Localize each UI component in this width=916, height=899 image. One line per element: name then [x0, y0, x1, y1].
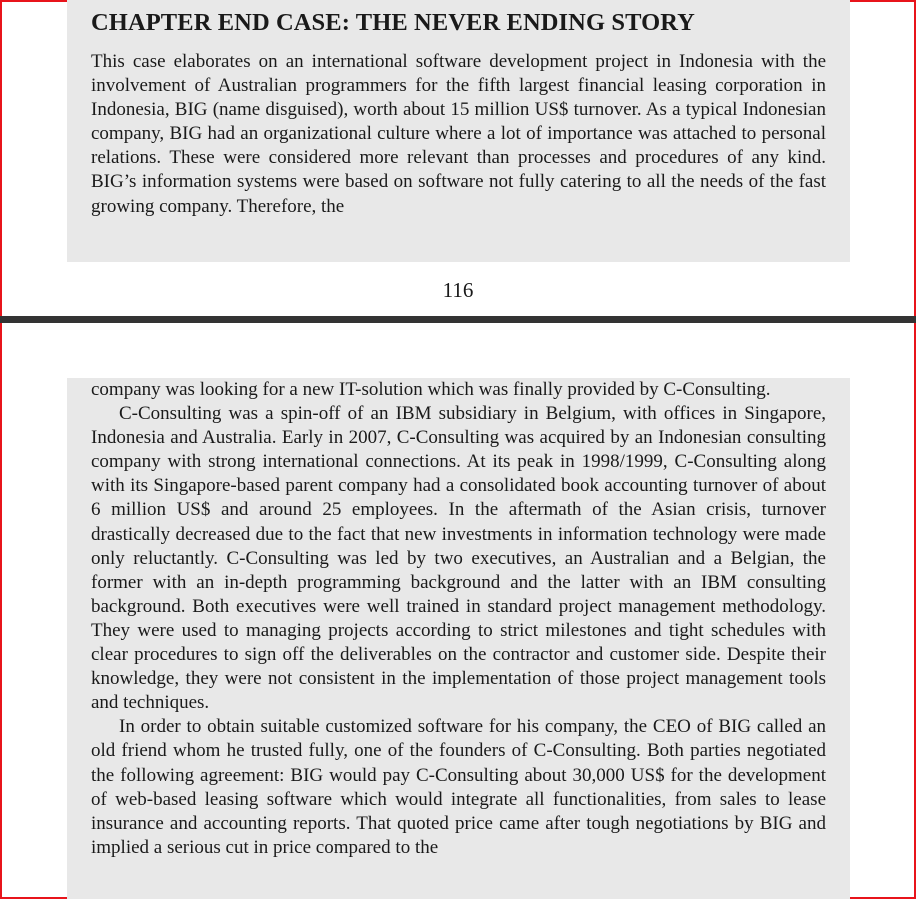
page-divider: [0, 316, 916, 323]
paragraph-c-consulting: C-Consulting was a spin-off of an IBM subsidiary in Belgium, with offices in Singapore, Indonesia and Australia. Early in 2007, C-Consulting was acquired by an Indonesian consulting company with strong international connections. At its peak in 1998/1999, C-Consulting along with its Singapore-based parent company had a consolidated book accounting turnover of about 6 million US$ and around 25 employees. In the aftermath of the Asian crisis, turnover drastically decreased due to the fact that new investments in information technology were made only reluctantly. C-Consulting was led by two executives, an Australian and a Belgian, the former with an in-depth programming background and the latter with an IBM consulting background. Both executives were well trained in standard project management methodology. They were used to managing projects according to strict milestones and tight schedules with clear procedures to sign off the deliverables on the contractor and customer side. Despite their knowledge, they were not consistent in the implementation of those project management tools and techniques.: [91, 403, 826, 714]
paragraph-intro: This case elaborates on an international software development project in Indonesia with the involvement of Australian programmers for the fifth largest financial leasing corporation in Indonesia, BIG (name disguised), worth about 15 million US$ turnover. As a typical Indonesian company, BIG had an organizational culture where a lot of importance was attached to personal relations. These were considered more relevant than processes and procedures of any kind. BIG’s information systems were based on software not fully catering to all the needs of the fast growing company. Therefore, the: [91, 51, 826, 217]
page-top-text: [91, 50, 826, 220]
page-number: 116: [442, 278, 474, 302]
paragraph-agreement: In order to obtain suitable customized software for his company, the CEO of BIG called an old friend whom he trusted fully, one of the founders of C-Consulting. Both parties negotiated the following agreement: BIG would pay C-Consulting about 30,000 US$ for the development of web-based leasing software which would integrate all functionalities, from sales to lease insurance and accounting reports. That quoted price came after tough negotiations by BIG and implied a serious cut in price compared to the: [91, 716, 826, 858]
chapter-title: CHAPTER END CASE: THE NEVER ENDING STORY: [91, 9, 695, 36]
paragraph-continuation: company was looking for a new IT-solution which was finally provided by C-Consulting.: [91, 379, 771, 400]
page-bottom-text: [91, 378, 826, 899]
